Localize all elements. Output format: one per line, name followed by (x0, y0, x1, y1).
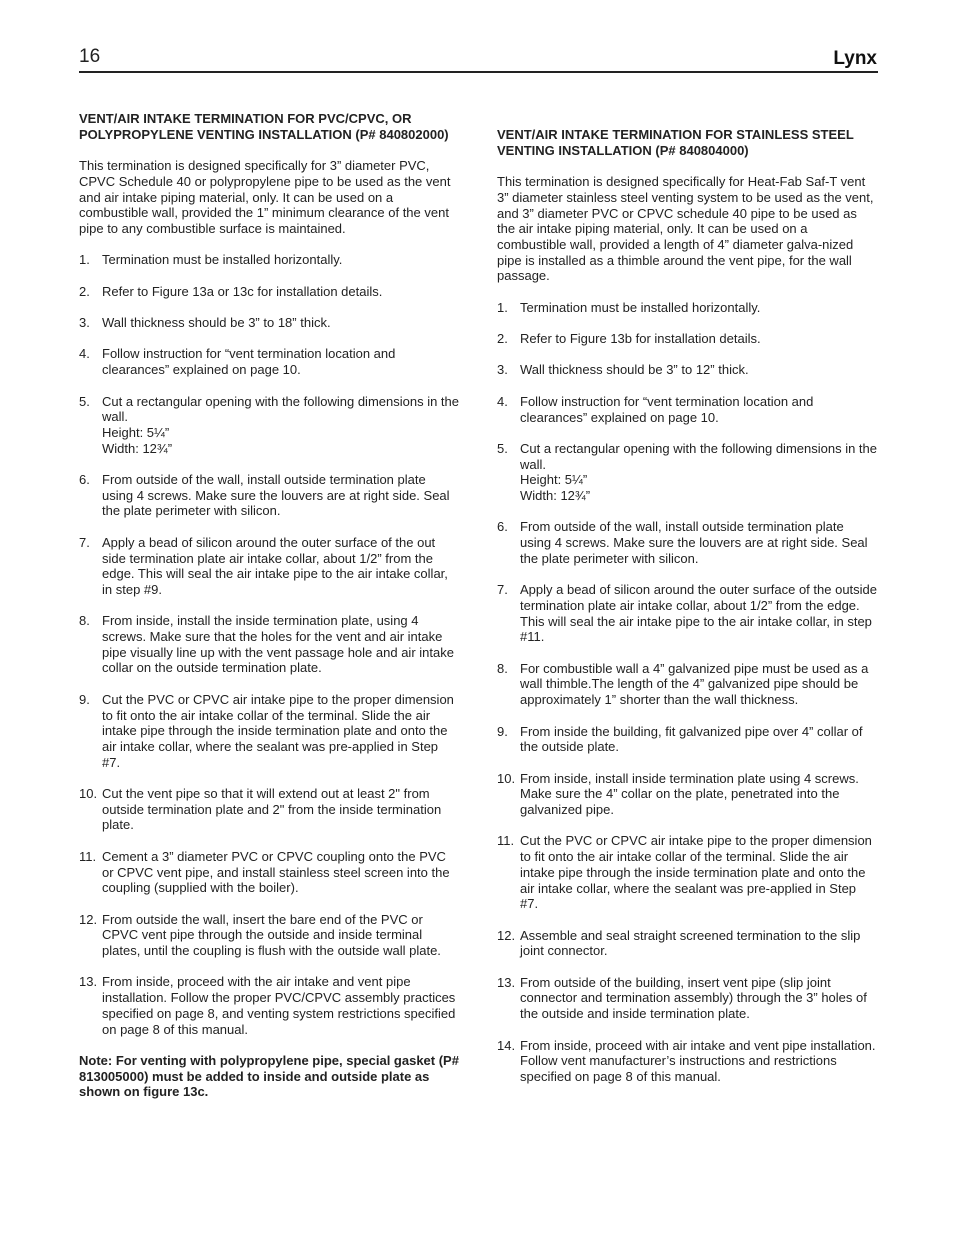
step-text: Follow instruction for “vent termination location and clearances” explained on page 10. (102, 346, 396, 378)
step-text: Cut a rectangular opening with the following dimensions in the wall. (102, 393, 459, 425)
step-text: From inside, install the inside termination plate, using 4 screws. Make sure that the holes for the vent and air intake pipe visually line up with the vent passage hole and air intake collar on the outside termination plate. (102, 613, 454, 676)
left-column (79, 111, 459, 1100)
right-section-heading: VENT/AIR INTAKE TERMINATION FOR STAINLESS STEEL VENTING INSTALLATION (P# 840804000) (497, 127, 854, 158)
list-item (79, 472, 459, 519)
step-number: 3. (497, 362, 508, 378)
step-number: 5. (79, 393, 90, 409)
list-item (497, 582, 877, 645)
step-number: 7. (497, 582, 508, 598)
list-item (497, 771, 877, 818)
step-text: For combustible wall a 4” galvanized pipe must be used as a wall thimble.The length of the 4” galvanized pipe should be approximately 1” shorter than the wall thickness. (520, 660, 869, 708)
step-number: 14. (497, 1037, 516, 1053)
list-item (79, 692, 459, 771)
step-number: 11. (497, 833, 515, 849)
step-number: 7. (79, 534, 90, 550)
list-item (79, 315, 459, 331)
step-number: 2. (79, 283, 90, 299)
list-item (79, 346, 459, 377)
step-number: 1. (79, 252, 90, 268)
list-item (497, 975, 877, 1022)
list-item (497, 394, 877, 425)
list-item (497, 833, 877, 912)
step-text: Cut the PVC or CPVC air intake pipe to the proper dimension to fit onto the air intake collar of the terminal. Slide the air intake pipe through the inside termination plate and onto the air intake collar, where the sealant was pre-applied in Step #7. (102, 691, 454, 770)
step-number: 10. (497, 770, 516, 786)
list-item (497, 724, 877, 755)
list-item (497, 928, 877, 959)
step-number: 5. (497, 440, 508, 456)
list-item (79, 252, 459, 268)
step-dimension-width: Width: 12¾” (520, 488, 591, 504)
list-item (79, 849, 459, 896)
list-item (79, 613, 459, 676)
step-text: Cut the PVC or CPVC air intake pipe to the proper dimension to fit onto the air intake collar of the terminal. Slide the air intake pipe through the inside termination plate and onto the air intake collar, where the sealant was pre-applied in Step #7. (520, 833, 872, 912)
step-text: From inside, proceed with air intake and vent pipe installation. Follow vent manufacturer’s instructions and restrictions specified on page 8 of this manual. (520, 1037, 876, 1084)
step-text: From inside the building, fit galvanized pipe over 4” collar of the outside plate. (520, 723, 863, 755)
polypropylene-note: Note: For venting with polypropylene pipe, special gasket (P# 813005000) must be added to inside and outside plate as shown on figure 13c. (79, 1052, 459, 1100)
step-text: Follow instruction for “vent termination location and clearances” explained on page 10. (520, 393, 814, 425)
step-text: Termination must be installed horizontally. (520, 299, 761, 315)
step-number: 2. (497, 331, 508, 347)
brand-title: Lynx (833, 48, 877, 69)
right-column (497, 127, 877, 1100)
left-steps-list (79, 252, 459, 1037)
step-number: 6. (497, 519, 508, 535)
step-dimension-width: Width: 12¾” (102, 440, 173, 456)
step-number: 4. (497, 393, 508, 409)
list-item (497, 300, 877, 316)
step-number: 9. (79, 691, 90, 707)
step-number: 12. (79, 911, 98, 927)
step-number: 8. (497, 660, 508, 676)
step-number: 3. (79, 315, 90, 331)
header-rule (79, 71, 878, 73)
step-number: 9. (497, 723, 508, 739)
step-text-block (102, 394, 459, 457)
step-number: 1. (497, 299, 508, 315)
step-text: From outside of the wall, install outside termination plate using 4 screws. Make sure the louvers are at right side. Seal the plate perimeter with silicon. (102, 472, 450, 519)
step-dimension-height: Height: 5¼” (102, 424, 170, 440)
step-text: Cut a rectangular opening with the following dimensions in the wall. (520, 440, 877, 472)
list-item (79, 535, 459, 598)
step-text: From outside of the wall, install outside termination plate using 4 screws. Make sure the louvers are at right side. Seal the plate perimeter with silicon. (520, 519, 868, 566)
list-item (497, 1038, 877, 1085)
right-intro-paragraph: This termination is designed specifically for Heat-Fab Saf-T vent 3” diameter stainless steel venting system to be used as the vent, and 3” diameter PVC or CPVC schedule 40 pipe to be used as the air intake piping material, only. It can be used on a combustible wall, provided a length of 4” diameter galva-nized pipe is installed as a thimble around the vent pipe, for the wall passage. (497, 174, 874, 284)
step-text: From outside the wall, insert the bare end of the PVC or CPVC vent pipe through the outside and inside terminal plates, until the coupling is flush with the outside wall plate. (102, 911, 441, 959)
step-number: 4. (79, 346, 90, 362)
step-number: 11. (79, 848, 97, 864)
list-item (79, 974, 459, 1037)
step-text: From inside, proceed with the air intake and vent pipe installation. Follow the proper PVC/CPVC assembly practices specified on page 8, and venting system restrictions specified on page 8 of this manual. (102, 974, 456, 1037)
step-number: 13. (497, 974, 516, 990)
left-section-heading: VENT/AIR INTAKE TERMINATION FOR PVC/CPVC, OR POLYPROPYLENE VENTING INSTALLATION (P# 840802000) (79, 111, 449, 142)
step-text: Cement a 3” diameter PVC or CPVC coupling onto the PVC or CPVC vent pipe, and install stainless steel screen into the coupling (supplied with the boiler). (102, 848, 450, 896)
list-item (79, 394, 459, 457)
step-text: From outside of the building, insert vent pipe (slip joint connector and termination assembly) through the 3” holes of the outside and inside termination plate. (520, 974, 867, 1022)
step-dimension-height: Height: 5¼” (520, 472, 588, 488)
step-number: 10. (79, 786, 98, 802)
step-number: 12. (497, 927, 516, 943)
step-text: Cut the vent pipe so that it will extend out at least 2" from outside termination plate and 2" from the inside termination plate. (102, 786, 442, 833)
left-intro-paragraph: This termination is designed specifically for 3” diameter PVC, CPVC Schedule 40 or polypropylene pipe to be used as the vent and air intake piping material, only. It can be used on a combustible wall, provided the 1” minimum clearance of the vent pipe to any combustible surface is maintained. (79, 158, 451, 236)
step-text-block (520, 441, 877, 504)
step-text: Termination must be installed horizontally. (102, 252, 343, 268)
step-text: From inside, install inside termination plate using 4 screws. Make sure the 4” collar on the plate, penetrated into the galvanized pipe. (520, 770, 859, 818)
step-number: 13. (79, 974, 98, 990)
list-item (497, 661, 877, 708)
step-text: Assemble and seal straight screened termination to the slip joint connector. (520, 927, 861, 959)
step-text: Wall thickness should be 3” to 18” thick. (102, 315, 331, 331)
step-text: Apply a bead of silicon around the outer surface of the out side termination plate air intake collar, about 1/2” from the edge. This will seal the air intake pipe to the air intake collar, in step #9. (102, 534, 448, 597)
step-text: Refer to Figure 13a or 13c for installation details. (102, 283, 383, 299)
list-item (79, 786, 459, 833)
list-item (497, 362, 877, 378)
page-number: 16 (79, 46, 101, 67)
step-text: Apply a bead of silicon around the outer surface of the outside termination plate air intake collar, about 1/2” from the edge. This will seal the air intake pipe to the air intake collar, in step #11. (520, 582, 878, 645)
list-item (497, 441, 877, 504)
list-item (79, 912, 459, 959)
step-text: Wall thickness should be 3” to 12” thick. (520, 362, 749, 378)
list-item (497, 519, 877, 566)
step-text: Refer to Figure 13b for installation details. (520, 331, 761, 347)
step-number: 8. (79, 613, 90, 629)
step-number: 6. (79, 472, 90, 488)
list-item (497, 331, 877, 347)
right-steps-list (497, 300, 877, 1085)
list-item (79, 284, 459, 300)
